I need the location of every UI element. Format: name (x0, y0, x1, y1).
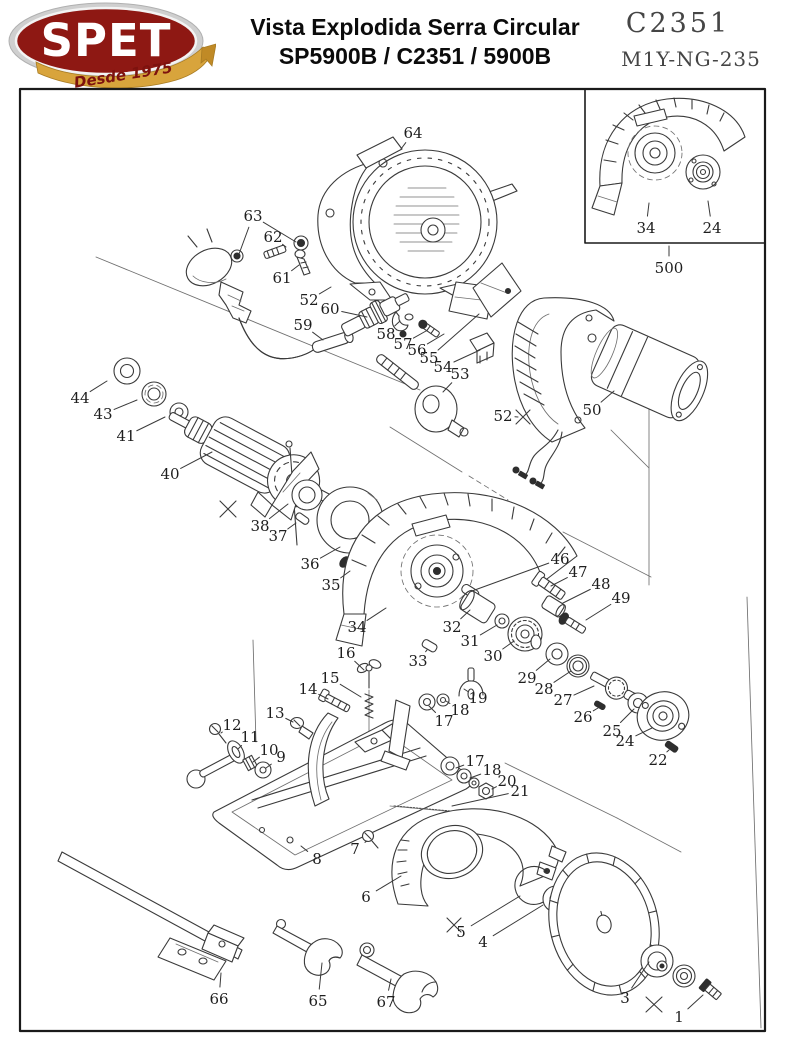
part-label-34: 34 (636, 219, 656, 237)
part-label-36: 36 (300, 555, 320, 573)
pin-26 (594, 700, 606, 710)
leader-line (239, 227, 249, 254)
part-label-1: 1 (674, 1008, 684, 1026)
part-label-52: 52 (299, 291, 319, 309)
title-line2: SP5900B / C2351 / 5900B (278, 43, 552, 69)
part-label-47: 47 (568, 563, 588, 581)
part-label-65: 65 (308, 992, 328, 1010)
part-label-26: 26 (573, 708, 593, 726)
part-label-12: 12 (222, 716, 242, 734)
screw-62 (263, 245, 286, 259)
washer-17-lower (441, 757, 459, 775)
screw-57 (417, 319, 440, 339)
leader-line (288, 523, 296, 529)
leader-line (601, 391, 614, 402)
part-label-18: 18 (450, 701, 470, 719)
pin-37 (295, 512, 310, 526)
leader-line (137, 417, 165, 431)
part-label-43: 43 (93, 405, 113, 423)
bolt-61 (295, 250, 310, 275)
leader-line (563, 589, 590, 603)
screw-1 (699, 979, 723, 1002)
washer-29 (546, 643, 568, 665)
leader-line (647, 203, 649, 216)
part-label-35: 35 (321, 576, 341, 594)
roller-32 (457, 588, 497, 624)
part-label-27: 27 (553, 691, 573, 709)
part-label-67: 67 (376, 993, 396, 1011)
screw-49 (557, 611, 587, 636)
part-label-9: 9 (276, 748, 286, 766)
bearing-43 (142, 382, 166, 406)
gear-30 (508, 617, 542, 651)
leader-line (367, 608, 386, 620)
part-label-48: 48 (591, 575, 611, 593)
leader-line (320, 547, 340, 558)
part-label-24: 24 (702, 219, 722, 237)
part-label-34: 34 (347, 618, 367, 636)
lower-guard-6 (392, 809, 566, 906)
inset-upper-guard-34 (592, 98, 745, 215)
leader-line (708, 201, 710, 216)
part-label-54: 54 (433, 358, 453, 376)
leader-line (340, 684, 361, 697)
part-label-64: 64 (403, 124, 423, 142)
washer-2 (673, 965, 695, 987)
part-label-17: 17 (434, 712, 454, 730)
part-label-16: 16 (336, 644, 356, 662)
leader-line (574, 686, 594, 695)
washer-9 (255, 762, 271, 778)
part-label-18: 18 (482, 761, 502, 779)
part-label-4: 4 (478, 933, 488, 951)
bearing-28 (567, 655, 589, 677)
part-label-17: 17 (465, 752, 485, 770)
part-label-19: 19 (468, 689, 488, 707)
part-label-11: 11 (240, 728, 260, 746)
part-label-5: 5 (456, 923, 466, 941)
part-label-3: 3 (620, 989, 630, 1007)
part-label-57: 57 (393, 335, 413, 353)
leader-line (554, 671, 571, 682)
washer-18-upper (437, 694, 449, 706)
logo-brand-text: SPET (40, 14, 172, 67)
leader-line (470, 774, 481, 778)
part-label-38: 38 (250, 517, 270, 535)
part-label-59: 59 (293, 316, 313, 334)
part-label-22: 22 (648, 751, 668, 769)
part-label-29: 29 (517, 669, 537, 687)
part-label-41: 41 (116, 427, 136, 445)
bearing-44 (114, 358, 140, 384)
part-label-28: 28 (534, 680, 554, 698)
motor-field-50 (584, 320, 716, 427)
leader-line (413, 331, 426, 338)
part-label-46: 46 (550, 550, 570, 568)
part-label-52: 52 (493, 407, 513, 425)
part-label-6: 6 (361, 888, 371, 906)
part-label-21: 21 (510, 782, 530, 800)
leader-line (319, 287, 331, 294)
part-label-24: 24 (615, 732, 635, 750)
power-plug (180, 229, 251, 323)
leader-line (90, 381, 107, 392)
bolt-14 (318, 688, 352, 714)
part-label-13: 13 (265, 704, 285, 722)
part-label-44: 44 (70, 389, 90, 407)
part-label-49: 49 (611, 589, 631, 607)
washer-31 (495, 614, 509, 628)
model-code: C2351 (625, 8, 731, 39)
outer-flange-3 (641, 945, 673, 977)
leader-line (313, 332, 323, 340)
title-line1: Vista Explodida Serra Circular (250, 14, 580, 40)
part-label-53: 53 (450, 365, 470, 383)
leader-line (292, 265, 299, 271)
screw-13 (291, 718, 314, 740)
handle-rod-11 (187, 738, 248, 788)
part-label-33: 33 (408, 652, 428, 670)
leader-line (471, 896, 520, 926)
part-label-50: 50 (582, 401, 602, 419)
nut-20 (479, 783, 493, 799)
capacitor-54 (470, 333, 494, 363)
leader-line (464, 689, 468, 692)
part-label-32: 32 (442, 618, 462, 636)
part-label-62: 62 (263, 228, 283, 246)
part-label-58: 58 (376, 325, 396, 343)
part-label-25: 25 (602, 722, 622, 740)
washer-17-upper (419, 694, 435, 710)
part-label-61: 61 (272, 269, 292, 287)
part-label-15: 15 (320, 669, 340, 687)
part-label-31: 31 (460, 632, 480, 650)
leader-line (688, 995, 703, 1009)
leader-line (586, 604, 611, 620)
part-label-63: 63 (243, 207, 263, 225)
part-label-37: 37 (268, 527, 288, 545)
wrench-65 (273, 920, 342, 976)
part-label-10: 10 (259, 741, 279, 759)
leader-line (454, 350, 480, 362)
leader-line (220, 973, 221, 987)
drawing-code: M1Y-NG-235 (621, 47, 761, 71)
leader-line (480, 625, 497, 635)
part-label-40: 40 (160, 465, 180, 483)
part-label-20: 20 (497, 772, 517, 790)
leader-line (620, 709, 634, 723)
logo-tagline-text: Desde 1975 (72, 58, 174, 88)
part-label-60: 60 (320, 300, 340, 318)
part-label-30: 30 (483, 647, 503, 665)
leader-line (114, 400, 137, 409)
wrench-67 (357, 943, 438, 1013)
part-label-500: 500 (654, 259, 684, 277)
leader-line (536, 659, 550, 670)
part-label-55: 55 (419, 349, 439, 367)
inset-flange-24 (686, 155, 720, 189)
leader-line (593, 708, 598, 711)
part-label-14: 14 (298, 680, 318, 698)
part-label-7: 7 (350, 840, 360, 858)
leader-line (401, 143, 406, 149)
leader-line (551, 578, 567, 586)
pin-33 (421, 639, 438, 653)
part-label-66: 66 (209, 990, 229, 1008)
screw-7 (363, 831, 379, 849)
part-label-56: 56 (407, 341, 427, 359)
guide-rail-66 (58, 852, 244, 980)
leader-line (493, 905, 543, 936)
part-label-8: 8 (312, 850, 322, 868)
